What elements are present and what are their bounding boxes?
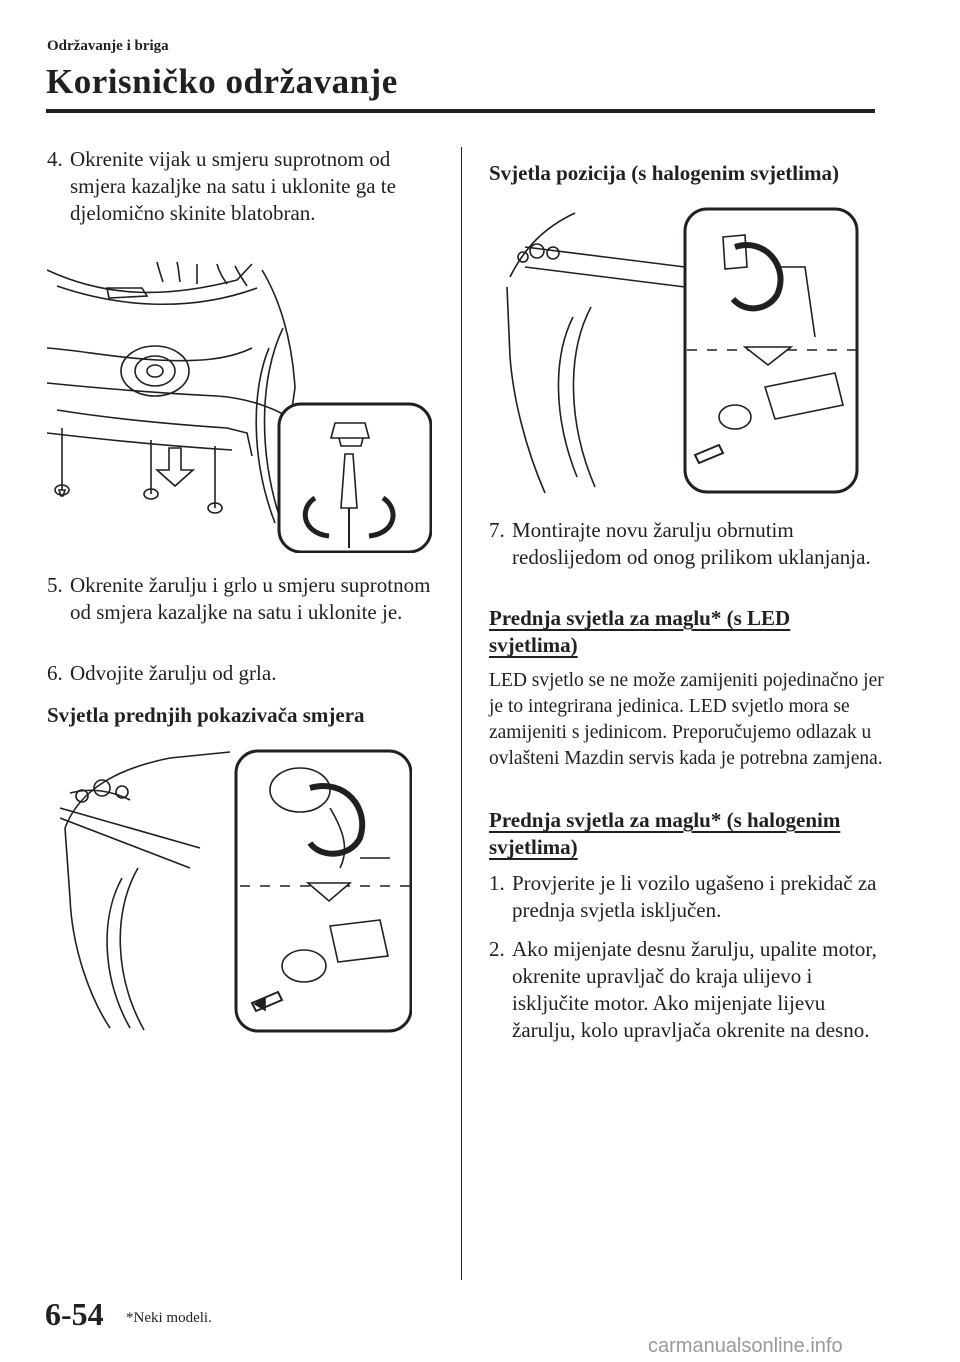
turn-signal-bulb-illustration [60, 748, 412, 1033]
fog-led-paragraph: LED svjetlo se ne može zamijeniti pojedinačno jer je to integrirana jedinica. LED svjetlo mora se zamijeniti s jedinicom. Preporučujemo odlazak u ovlašteni Mazdin servis kada je potrebna zamjena. [489, 670, 884, 769]
title-divider [46, 109, 875, 113]
step-2-number: 2. [489, 937, 505, 961]
position-light-heading: Svjetla pozicija (s halogenim svjetlima) [489, 161, 839, 185]
footnote: *Neki modeli. [126, 1310, 212, 1326]
step-5-number: 5. [47, 573, 63, 597]
step-1-number: 1. [489, 871, 505, 895]
watermark: carmanualsonline.info [648, 1335, 843, 1357]
section-label: Održavanje i briga [47, 38, 169, 54]
position-bulb-illustration [505, 207, 860, 494]
step-4 [47, 146, 437, 227]
column-divider [461, 147, 462, 1280]
step-2 [489, 936, 889, 1044]
step-2-text: Ako mijenjate desnu žarulju, upalite motor, okrenite upravljač do kraja ulijevo i isključite motor. Ako mijenjate lijevu žarulju, kolo upravljača okrenite na desno. [512, 937, 877, 1042]
step-6-number: 6. [47, 661, 63, 685]
fog-led-heading: Prednja svjetla za maglu* (s LED svjetlima) [489, 606, 791, 657]
fog-halogen-heading: Prednja svjetla za maglu* (s halogenim svjetlima) [489, 808, 841, 859]
step-4-text: Okrenite vijak u smjeru suprotnom od smjera kazaljke na satu i uklonite ga te djelomično skinite blatobran. [70, 147, 396, 225]
page-number: 6-54 [45, 1296, 104, 1332]
turn-signal-heading: Svjetla prednjih pokazivača smjera [47, 703, 365, 727]
step-1 [489, 870, 889, 924]
bumper-screw-illustration [47, 258, 432, 553]
step-5-text: Okrenite žarulju i grlo u smjeru suprotnom od smjera kazaljke na satu i uklonite je. [70, 573, 431, 624]
step-1-text: Provjerite je li vozilo ugašeno i prekidač za prednja svjetla isključen. [512, 871, 877, 922]
step-4-number: 4. [47, 147, 63, 171]
step-5 [47, 572, 437, 626]
step-7-number: 7. [489, 518, 505, 542]
step-7 [489, 517, 889, 571]
step-6-text: Odvojite žarulju od grla. [70, 661, 277, 685]
page-title: Korisničko održavanje [46, 62, 398, 101]
step-7-text: Montirajte novu žarulju obrnutim redoslijedom od onog prilikom uklanjanja. [512, 518, 871, 569]
step-6 [47, 660, 437, 687]
